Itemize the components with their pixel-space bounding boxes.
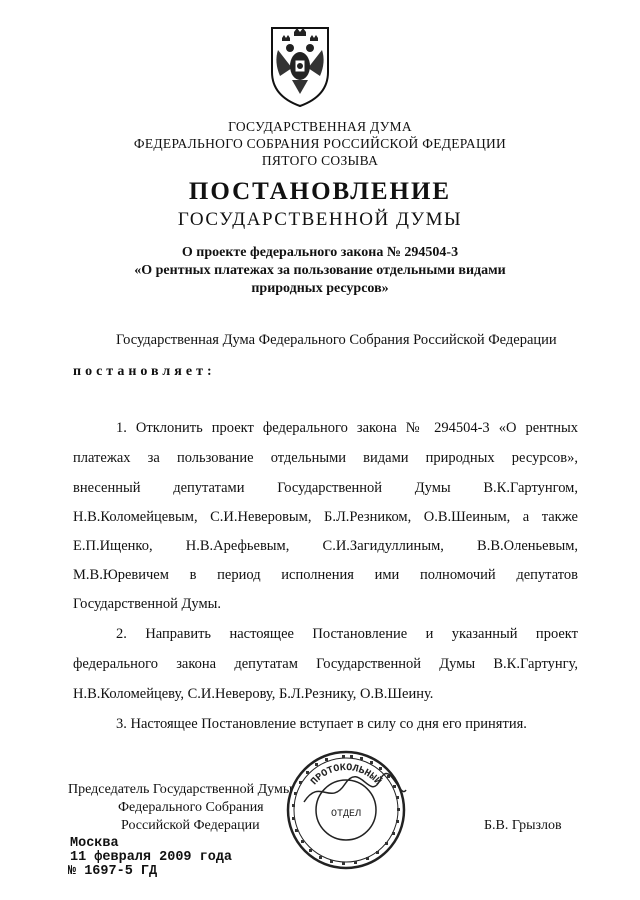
clause-1-line: платежах за пользование отдельными видами природных ресурсов», [73,450,578,466]
signatory-name: Б.В. Грызлов [484,818,562,833]
clause-1-line: Е.П.Ищенко, Н.В.Арефьевым, С.И.Загидуллиным, В.В.Оленьевым, [73,538,578,554]
subject-line-2: «О рентных платежах за пользование отдельными видами [134,263,506,278]
signature-role-line-3: Российской Федерации [121,818,260,833]
clause-1-line: М.В.Юревичем в период исполнения ими полномочий депутатов [73,567,578,583]
document-subtitle: ГОСУДАРСТВЕННОЙ ДУМЫ [177,209,463,230]
document-number: № 1697-5 ГД [68,864,158,879]
subject-line-1: О проекте федерального закона № 294504-3 [181,245,459,260]
clause-3: 3. Настоящее Постановление вступает в силу со дня его принятия. [116,716,527,732]
clause-2-line: федерального закона депутатам Государственной Думы В.К.Гартунгу, [73,656,578,672]
signature-role-line-2: Федерального Собрания [118,800,264,815]
clause-1-line-last: Государственной Думы. [73,596,221,612]
resolves-word: постановляет: [73,364,216,379]
header-line-3: ПЯТОГО СОЗЫВА [261,153,379,168]
place: Москва [70,836,119,851]
document-title: ПОСТАНОВЛЕНИЕ [188,178,452,205]
subject-line-3: природных ресурсов» [251,281,389,296]
clause-1-line: 1. Отклонить проект федерального закона № 294504-3 «О рентных [116,420,578,436]
signature-role-line-1: Председатель Государственной Думы [68,782,293,797]
coat-of-arms-emblem [268,22,332,108]
header-line-1: ГОСУДАРСТВЕННАЯ ДУМА [228,119,412,134]
handwritten-signature [300,772,410,812]
clause-2-line-last: Н.В.Коломейцеву, С.И.Неверову, Б.Л.Резнику, О.В.Шеину. [73,686,434,702]
stamp-center-text: ОТДЕЛ [330,809,362,820]
clause-2-line: 2. Направить настоящее Постановление и указанный проект [116,626,578,642]
clause-1-line: внесенный депутатами Государственной Думы В.К.Гартунгом, [73,480,578,496]
stamp-ring-text: ПРОТОКОЛЬНЫЙ [309,762,383,788]
clause-1-line: Н.В.Коломейцевым, С.И.Неверовым, Б.Л.Резником, О.В.Шеиным, а также [73,509,578,525]
date: 11 февраля 2009 года [70,850,233,865]
intro-text: Государственная Дума Федерального Собрания Российской Федерации [116,332,557,348]
header-line-2: ФЕДЕРАЛЬНОГО СОБРАНИЯ РОССИЙСКОЙ ФЕДЕРАЦИИ [133,136,507,151]
